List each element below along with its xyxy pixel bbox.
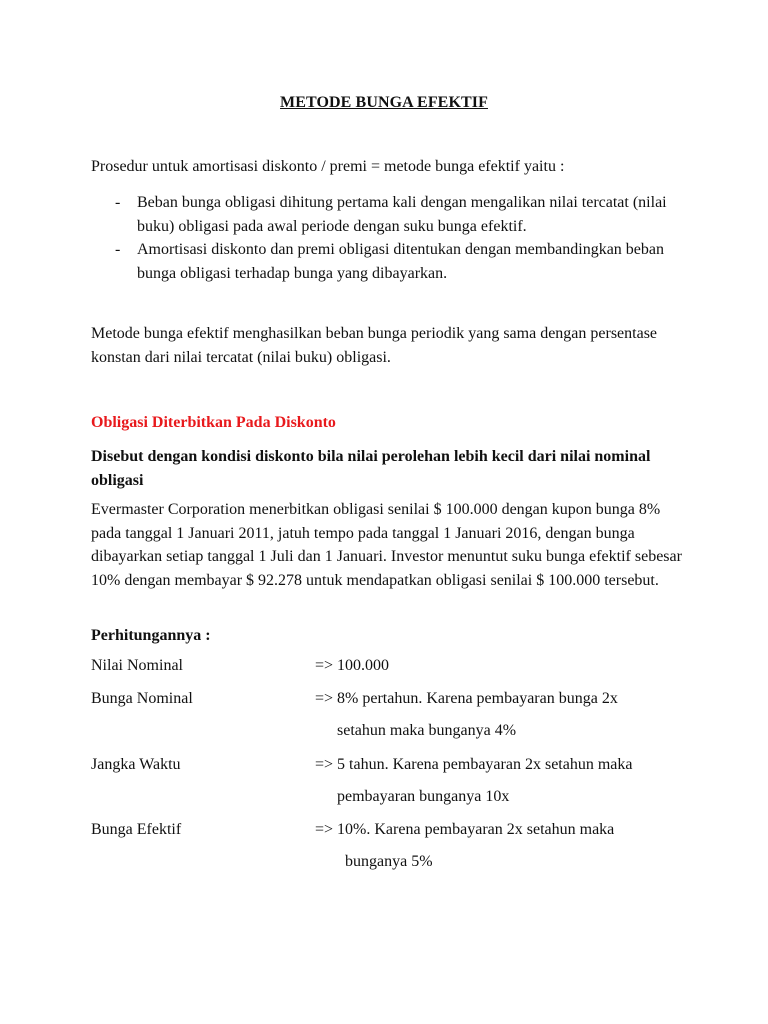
calc-label: Bunga Nominal bbox=[91, 690, 193, 707]
list-item-text: Beban bunga obligasi dihitung pertama kali dengan mengalikan nilai tercatat (nilai buku) obligasi pada awal periode dengan suku bunga efektif. bbox=[137, 194, 667, 235]
example-paragraph: Evermaster Corporation menerbitkan obligasi senilai $ 100.000 dengan kupon bunga 8% pada tanggal 1 Januari 2011, jatuh tempo pada tanggal 1 Januari 2016, dengan bunga dibayarkan setiap tanggal 1 Juli dan 1 Januari. Investor menuntut suku bunga efektif sebesar 10% dengan membayar $ 92.278 untuk mendapatkan obligasi senilai $ 100.000 tersebut. bbox=[91, 501, 682, 589]
list-dash: - bbox=[115, 194, 121, 211]
procedure-list bbox=[115, 191, 695, 285]
calc-value-line2: setahun maka bunganya 4% bbox=[337, 722, 517, 739]
intro-paragraph: Prosedur untuk amortisasi diskonto / premi = metode bunga efektif yaitu : bbox=[91, 158, 565, 175]
calc-value-line1: => 10%. Karena pembayaran 2x setahun maka bbox=[315, 821, 615, 838]
calculation-heading: Perhitungannya : bbox=[91, 627, 211, 644]
list-item bbox=[115, 238, 695, 285]
calc-value: => 100.000 bbox=[315, 657, 390, 674]
calc-value bbox=[315, 749, 705, 805]
calc-label: Bunga Efektif bbox=[91, 821, 182, 838]
calc-value-line2: bunganya 5% bbox=[345, 853, 433, 870]
document-title: METODE BUNGA EFEKTIF bbox=[280, 94, 488, 111]
calc-value bbox=[315, 683, 705, 739]
calc-value-line1: => 5 tahun. Karena pembayaran 2x setahun maka bbox=[315, 756, 633, 773]
calc-value-line1: => 8% pertahun. Karena pembayaran bunga 2x bbox=[315, 690, 618, 707]
calc-value-line2: pembayaran bunganya 10x bbox=[337, 788, 510, 805]
calc-value bbox=[315, 814, 705, 870]
definition-paragraph: Disebut dengan kondisi diskonto bila nilai perolehan lebih kecil dari nilai nominal obligasi bbox=[91, 448, 651, 489]
list-item bbox=[115, 191, 695, 238]
method-paragraph: Metode bunga efektif menghasilkan beban bunga periodik yang sama dengan persentase konstan dari nilai tercatat (nilai buku) obligasi. bbox=[91, 325, 658, 366]
list-item-text: Amortisasi diskonto dan premi obligasi ditentukan dengan membandingkan beban bunga obligasi terhadap bunga yang dibayarkan. bbox=[137, 241, 665, 282]
calc-label: Nilai Nominal bbox=[91, 657, 183, 674]
calc-label: Jangka Waktu bbox=[91, 756, 181, 773]
list-dash: - bbox=[115, 241, 121, 258]
section-subheading: Obligasi Diterbitkan Pada Diskonto bbox=[91, 414, 336, 431]
